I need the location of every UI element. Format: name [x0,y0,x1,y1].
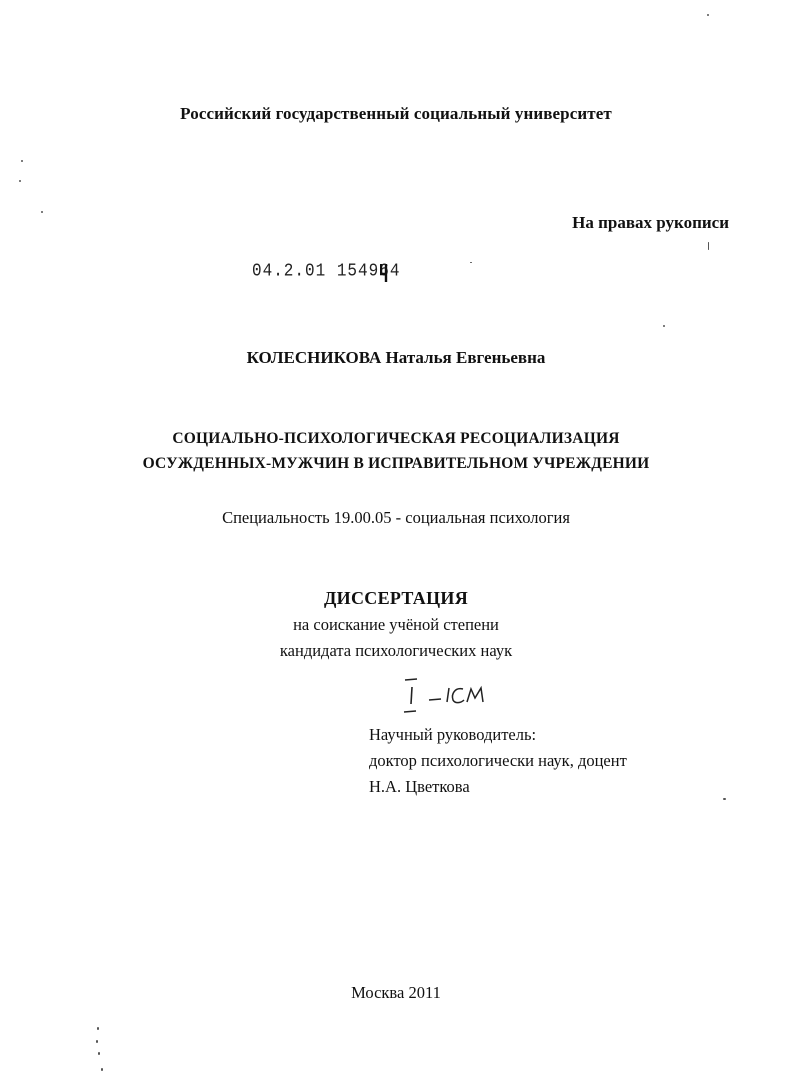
city-year: Москва 2011 [351,983,441,1002]
degree-line-1: на соискание учёной степени [293,615,499,634]
scan-speck [98,1052,100,1055]
scan-speck [96,1040,98,1043]
degree-line-2: кандидата психологических наук [279,641,513,660]
university-name: Российский государственный социальный университет [180,104,612,123]
scan-speck [21,160,23,162]
scan-speck [663,325,665,327]
handwritten-annotation [395,676,505,716]
scan-speck [97,1027,99,1030]
supervisor-name: Н.А. Цветкова [369,777,470,796]
scan-speck [708,242,709,250]
registration-stamp-mark [380,262,388,284]
scan-speck [707,14,709,16]
rights-note: На правах рукописи [572,213,729,232]
supervisor-degree: доктор психологически наук, доцент [369,751,627,770]
dissertation-title-line-1: СОЦИАЛЬНО-ПСИХОЛОГИЧЕСКАЯ РЕСОЦИАЛИЗАЦИЯ [172,430,620,447]
author-name: КОЛЕСНИКОВА Наталья Евгеньевна [246,348,546,367]
scan-speck [101,1068,103,1071]
document-type: ДИССЕРТАЦИЯ [323,588,468,608]
scan-speck [41,211,43,213]
dissertation-title-line-2: ОСУЖДЕННЫХ-МУЖЧИН В ИСПРАВИТЕЛЬНОМ УЧРЕЖДЕНИИ [142,455,650,472]
scan-speck [19,180,21,182]
supervisor-heading: Научный руководитель: [369,725,537,744]
registration-number: 04.2.01 154964 [252,260,401,282]
scan-speck [470,262,472,263]
scan-speck [723,798,726,800]
specialty: Специальность 19.00.05 - социальная психология [222,508,570,527]
